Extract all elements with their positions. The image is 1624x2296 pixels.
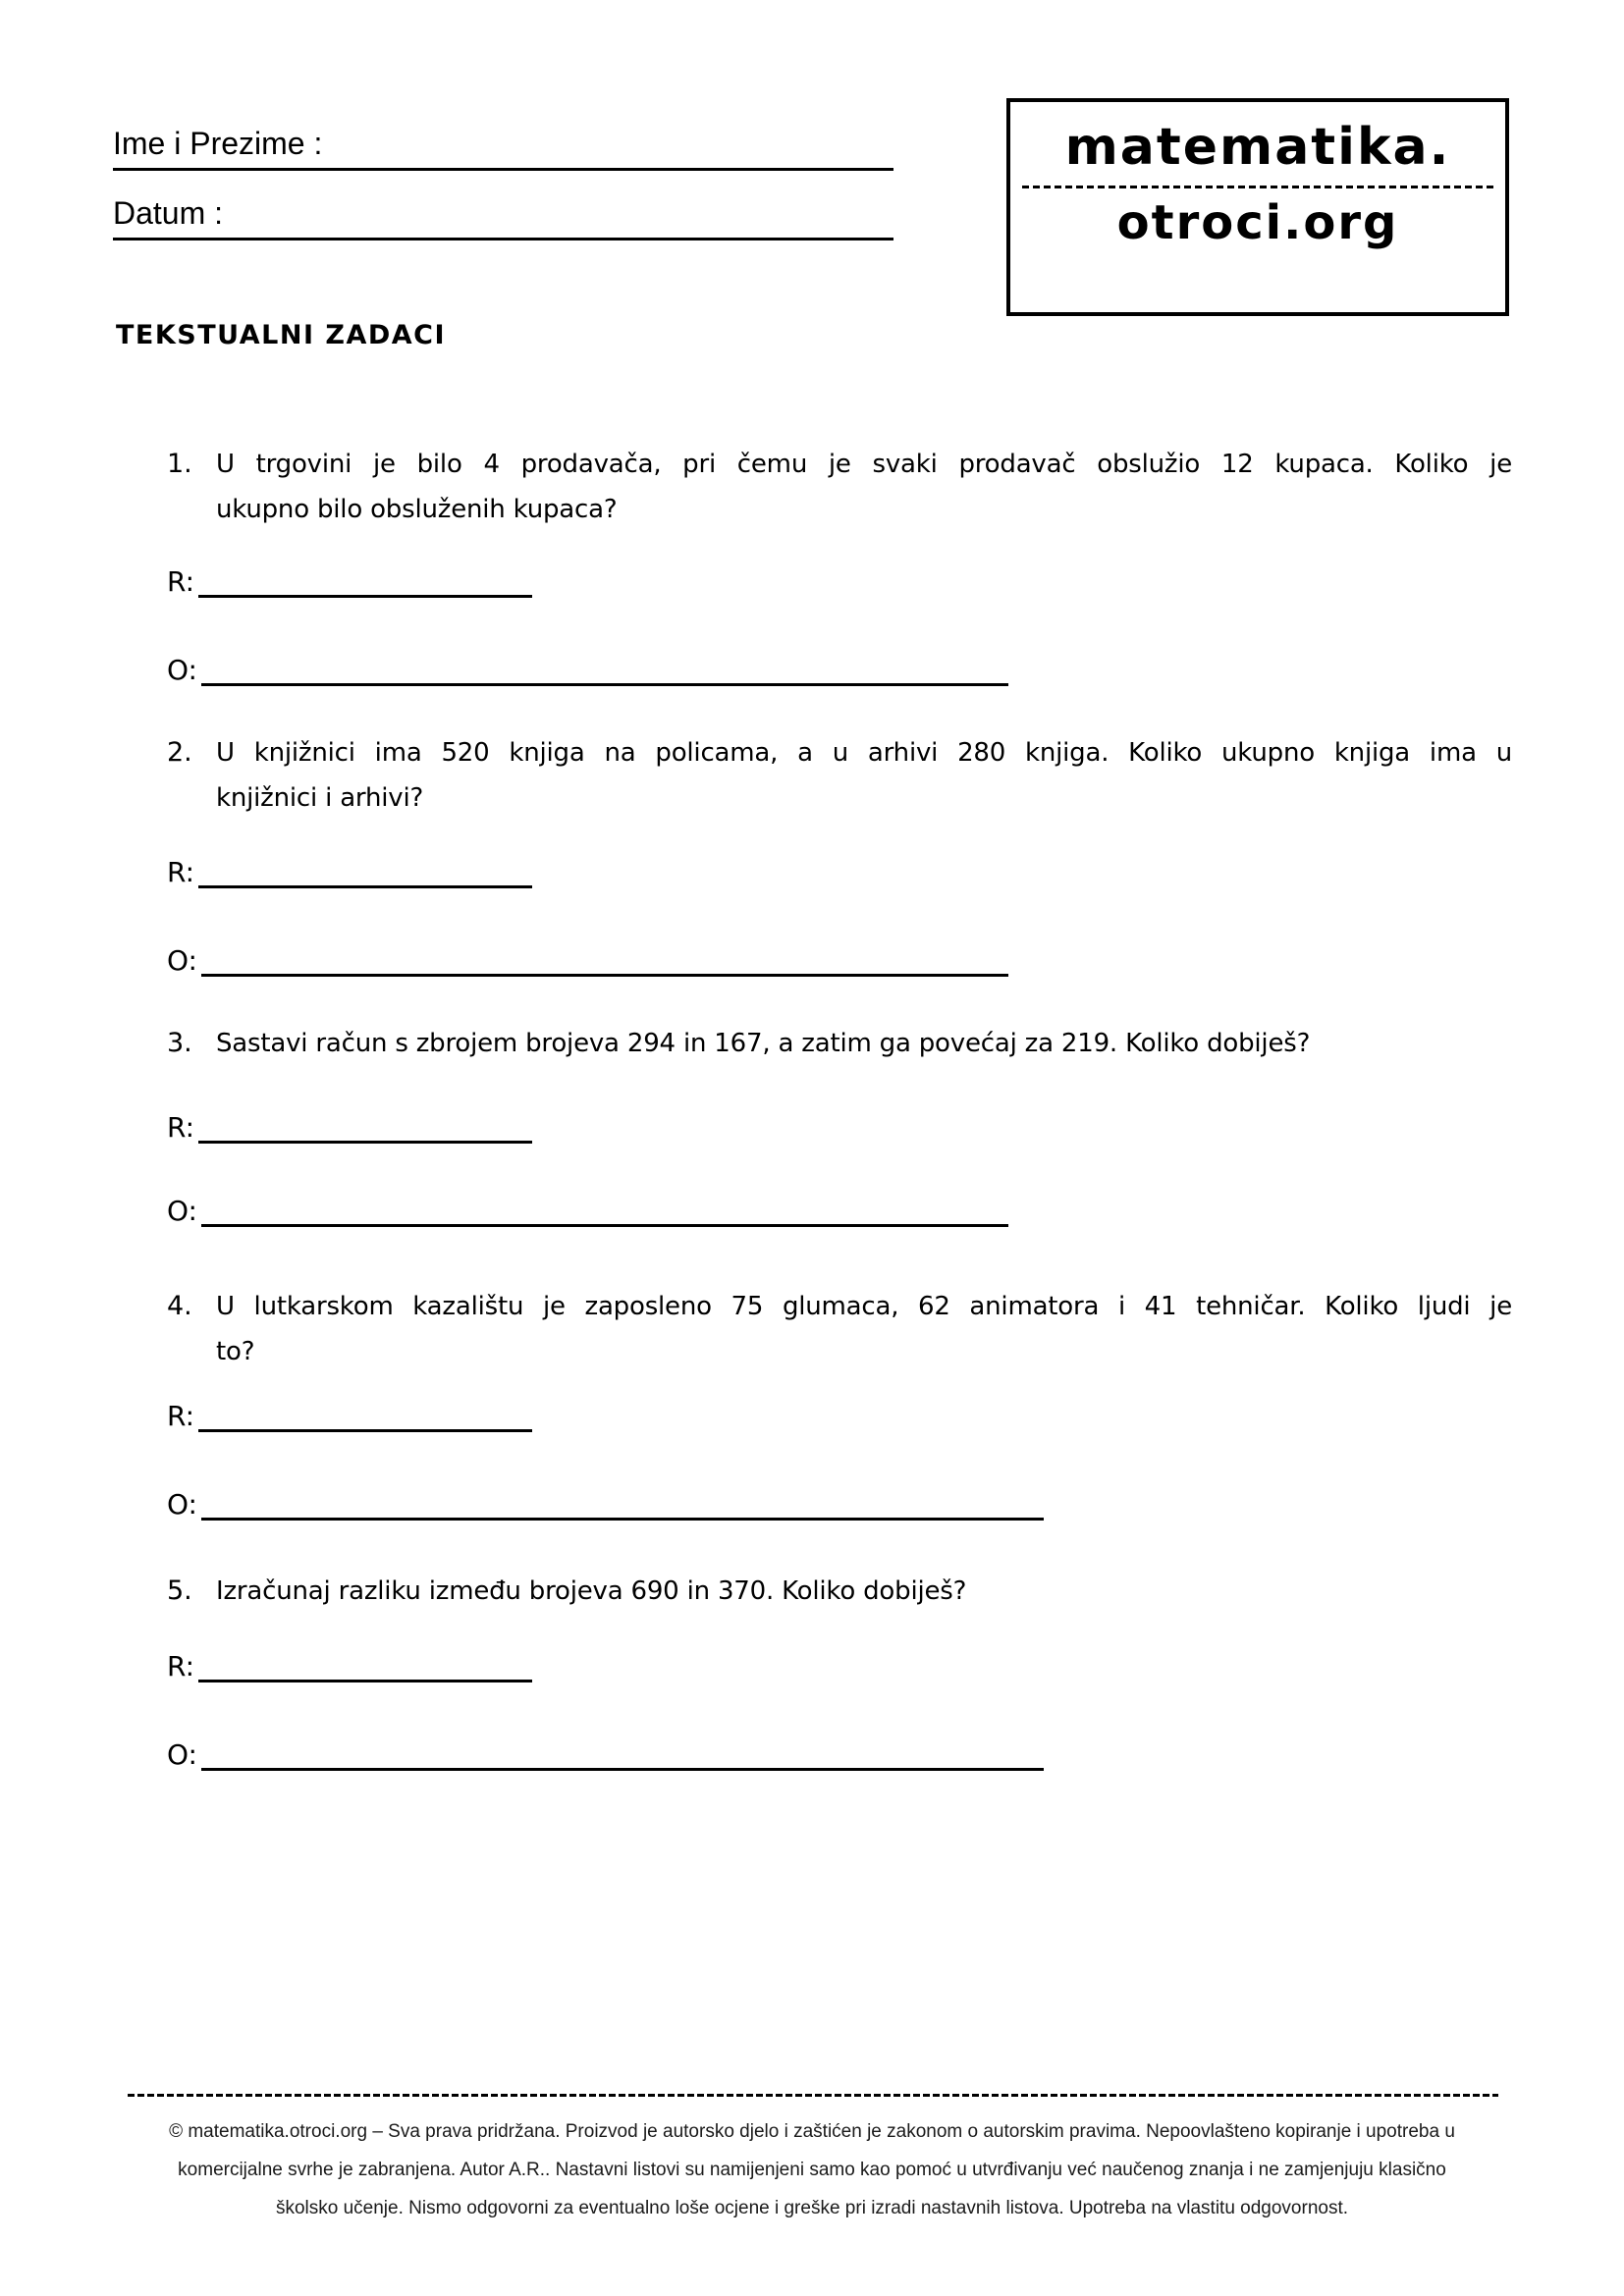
problem-text-line: knjižnici i arhivi? xyxy=(216,783,424,813)
answer-blank-line xyxy=(201,1518,1044,1521)
footer-divider xyxy=(128,2094,1498,2097)
answer-row xyxy=(167,648,1008,693)
answer-label: O: xyxy=(167,1195,197,1227)
result-row xyxy=(167,560,532,605)
footer-line: komercijalne svrhe je zabranjena. Autor A.R.. Nastavni listovi su namijenjeni samo kao pomoć u utvrđivanju već naučenog znanja i ne zamjenjuju klasično xyxy=(178,2160,1446,2180)
result-label: R: xyxy=(167,1650,195,1682)
result-row xyxy=(167,1105,532,1150)
problem-number: 5. xyxy=(167,1575,192,1606)
logo-title-bottom: otroci.org xyxy=(1116,195,1399,250)
logo-title-top: matematika. xyxy=(1064,118,1451,177)
answer-label: O: xyxy=(167,944,197,977)
result-label: R: xyxy=(167,1111,195,1144)
problem-text xyxy=(216,1569,1512,1614)
answer-row xyxy=(167,938,1008,984)
result-blank-line xyxy=(198,1429,532,1432)
result-blank-line xyxy=(198,1141,532,1144)
problem-text xyxy=(216,1021,1512,1066)
problem-number: 1. xyxy=(167,449,192,479)
answer-label: O: xyxy=(167,1738,197,1771)
problem-text-line: U trgovini je bilo 4 prodavača, pri čemu je svaki prodavač obslužio 12 kupaca. Koliko je xyxy=(216,450,1512,479)
problem-item-4 xyxy=(167,1284,1512,1374)
answer-blank-line xyxy=(201,683,1008,686)
problem-text xyxy=(216,442,1512,532)
answer-row xyxy=(167,1482,1044,1527)
logo-divider xyxy=(1022,186,1493,188)
problem-text-line: Izračunaj razliku između brojeva 690 in 370. Koliko dobiješ? xyxy=(216,1576,967,1606)
problem-text-line: U knjižnici ima 520 knjiga na policama, a u arhivi 280 knjiga. Koliko ukupno knjiga ima u xyxy=(216,738,1512,768)
answer-label: O: xyxy=(167,654,197,686)
problem-item-1 xyxy=(167,442,1512,532)
problem-text xyxy=(216,730,1512,821)
page-title: TEKSTUALNI ZADACI xyxy=(116,320,447,350)
problem-number: 4. xyxy=(167,1291,192,1321)
name-label: Ime i Prezime : xyxy=(113,126,323,161)
result-blank-line xyxy=(198,595,532,598)
answer-row xyxy=(167,1189,1008,1234)
name-field xyxy=(113,126,893,171)
date-field xyxy=(113,195,893,240)
problem-text xyxy=(216,1284,1512,1374)
problem-text-line: ukupno bilo obsluženih kupaca? xyxy=(216,495,618,524)
problem-text-line: Sastavi račun s zbrojem brojeva 294 in 167, a zatim ga povećaj za 219. Koliko dobiješ? xyxy=(216,1029,1311,1058)
footer-line: © matematika.otroci.org – Sva prava pridržana. Proizvod je autorsko djelo i zaštićen je zakonom o autorskim pravima. Nepoovlašteno kopiranje i upotreba u xyxy=(169,2121,1455,2142)
problem-item-3 xyxy=(167,1021,1512,1066)
result-row xyxy=(167,850,532,895)
result-label: R: xyxy=(167,565,195,598)
problem-text-line: to? xyxy=(216,1337,255,1366)
answer-blank-line xyxy=(201,1768,1044,1771)
footer-line: školsko učenje. Nismo odgovorni za eventualno loše ocjene i greške pri izradi nastavnih listova. Upotreba na vlastitu odgovornost. xyxy=(275,2198,1349,2218)
answer-blank-line xyxy=(201,974,1008,977)
problem-item-5 xyxy=(167,1569,1512,1614)
answer-row xyxy=(167,1733,1044,1778)
result-label: R: xyxy=(167,1400,195,1432)
result-blank-line xyxy=(198,885,532,888)
date-label: Datum : xyxy=(113,195,224,231)
result-blank-line xyxy=(198,1680,532,1682)
result-row xyxy=(167,1644,532,1689)
result-row xyxy=(167,1394,532,1439)
problem-item-2 xyxy=(167,730,1512,821)
answer-blank-line xyxy=(201,1224,1008,1227)
problem-number: 3. xyxy=(167,1028,192,1058)
answer-label: O: xyxy=(167,1488,197,1521)
footer-copyright xyxy=(56,2112,1568,2227)
problem-number: 2. xyxy=(167,737,192,768)
logo-box xyxy=(1006,98,1509,316)
result-label: R: xyxy=(167,856,195,888)
problem-text-line: U lutkarskom kazalištu je zaposleno 75 glumaca, 62 animatora i 41 tehničar. Koliko ljudi je xyxy=(216,1292,1512,1321)
